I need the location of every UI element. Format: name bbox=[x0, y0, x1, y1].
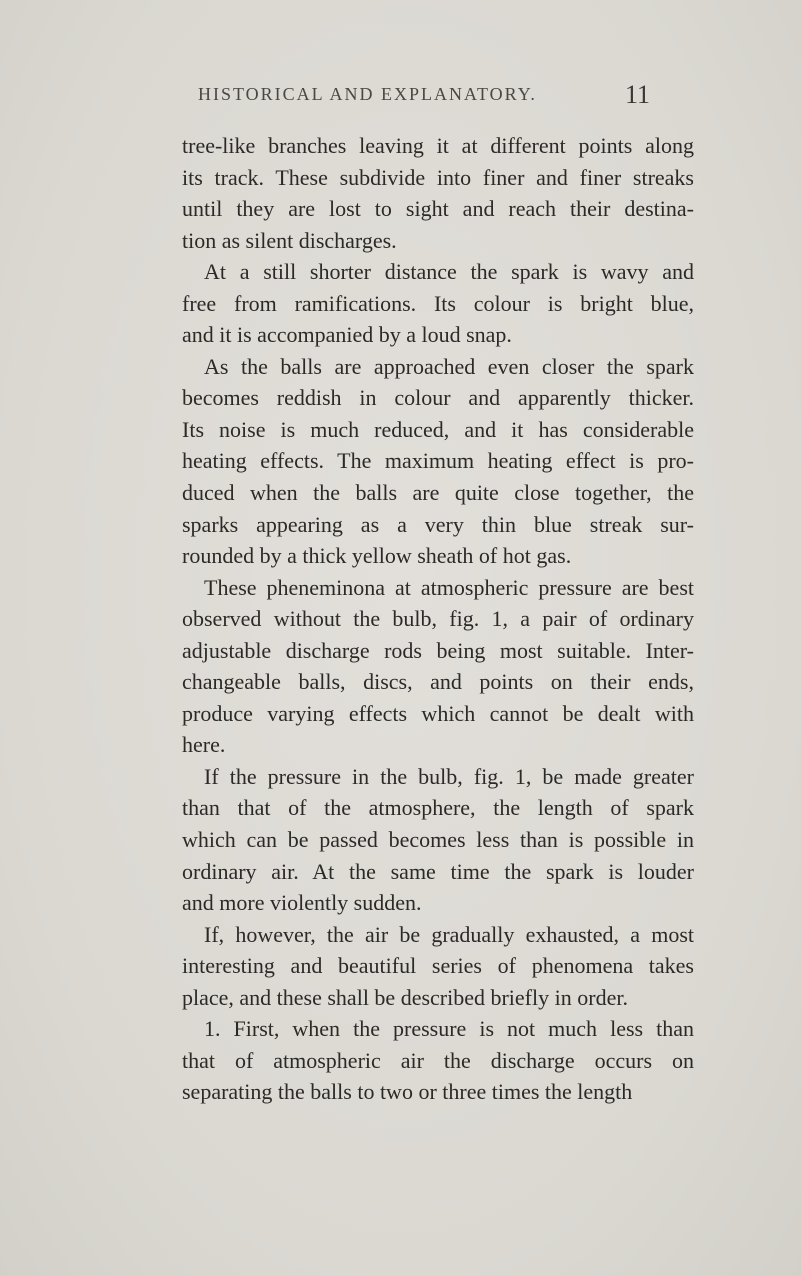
text-line: tion as silent discharges. bbox=[182, 227, 397, 253]
text-line: rounded by a thick yellow sheath of hot gas. bbox=[182, 543, 572, 569]
text-line: place, and these shall be described briefly in order. bbox=[182, 984, 628, 1010]
text-line: changeable balls, discs, and points on their ends, bbox=[182, 669, 694, 695]
running-head-title: HISTORICAL AND EXPLANATORY. bbox=[198, 84, 537, 104]
text-line: These pheneminona at atmospheric pressure are best bbox=[204, 574, 694, 600]
text-line: If the pressure in the bulb, fig. 1, be made greater bbox=[204, 763, 694, 789]
text-line: here. bbox=[182, 732, 226, 758]
text-line: duced when the balls are quite close together, the bbox=[182, 480, 694, 506]
text-line: 1. First, when the pressure is not much less than bbox=[204, 1016, 694, 1042]
text-line: until they are lost to sight and reach their destina- bbox=[182, 196, 694, 222]
text-line: sparks appearing as a very thin blue streak sur- bbox=[182, 511, 694, 537]
text-line: its track. These subdivide into finer and finer streaks bbox=[182, 164, 694, 190]
text-line: which can be passed becomes less than is possible in bbox=[182, 827, 694, 853]
text-line: separating the balls to two or three times the length bbox=[182, 1079, 633, 1105]
text-line: that of atmospheric air the discharge occurs on bbox=[182, 1047, 694, 1073]
text-line: produce varying effects which cannot be dealt with bbox=[182, 700, 694, 726]
text-line: As the balls are approached even closer the spark bbox=[204, 353, 694, 379]
text-line: tree-like branches leaving it at different points along bbox=[182, 133, 694, 158]
text-line: observed without the bulb, fig. 1, a pair of ordinary bbox=[182, 606, 694, 632]
text-line: than that of the atmosphere, the length of spark bbox=[182, 795, 694, 821]
text-line: and it is accompanied by a loud snap. bbox=[182, 322, 512, 348]
text-line: ordinary air. At the same time the spark is louder bbox=[182, 858, 694, 884]
text-line: If, however, the air be gradually exhausted, a most bbox=[204, 921, 694, 947]
body-text bbox=[182, 130, 694, 1108]
text-line: At a still shorter distance the spark is wavy and bbox=[204, 259, 694, 285]
text-line: free from ramifications. Its colour is bright blue, bbox=[182, 290, 694, 316]
text-line: adjustable discharge rods being most suitable. Inter- bbox=[182, 637, 694, 663]
text-line: and more violently sudden. bbox=[182, 890, 422, 916]
text-line: interesting and beautiful series of phenomena takes bbox=[182, 953, 694, 979]
running-head bbox=[150, 80, 650, 114]
text-line: Its noise is much reduced, and it has considerable bbox=[182, 416, 694, 442]
page-number: 11 bbox=[624, 80, 650, 109]
text-line: becomes reddish in colour and apparently thicker. bbox=[182, 385, 694, 411]
text-line: heating effects. The maximum heating effect is pro- bbox=[182, 448, 694, 474]
